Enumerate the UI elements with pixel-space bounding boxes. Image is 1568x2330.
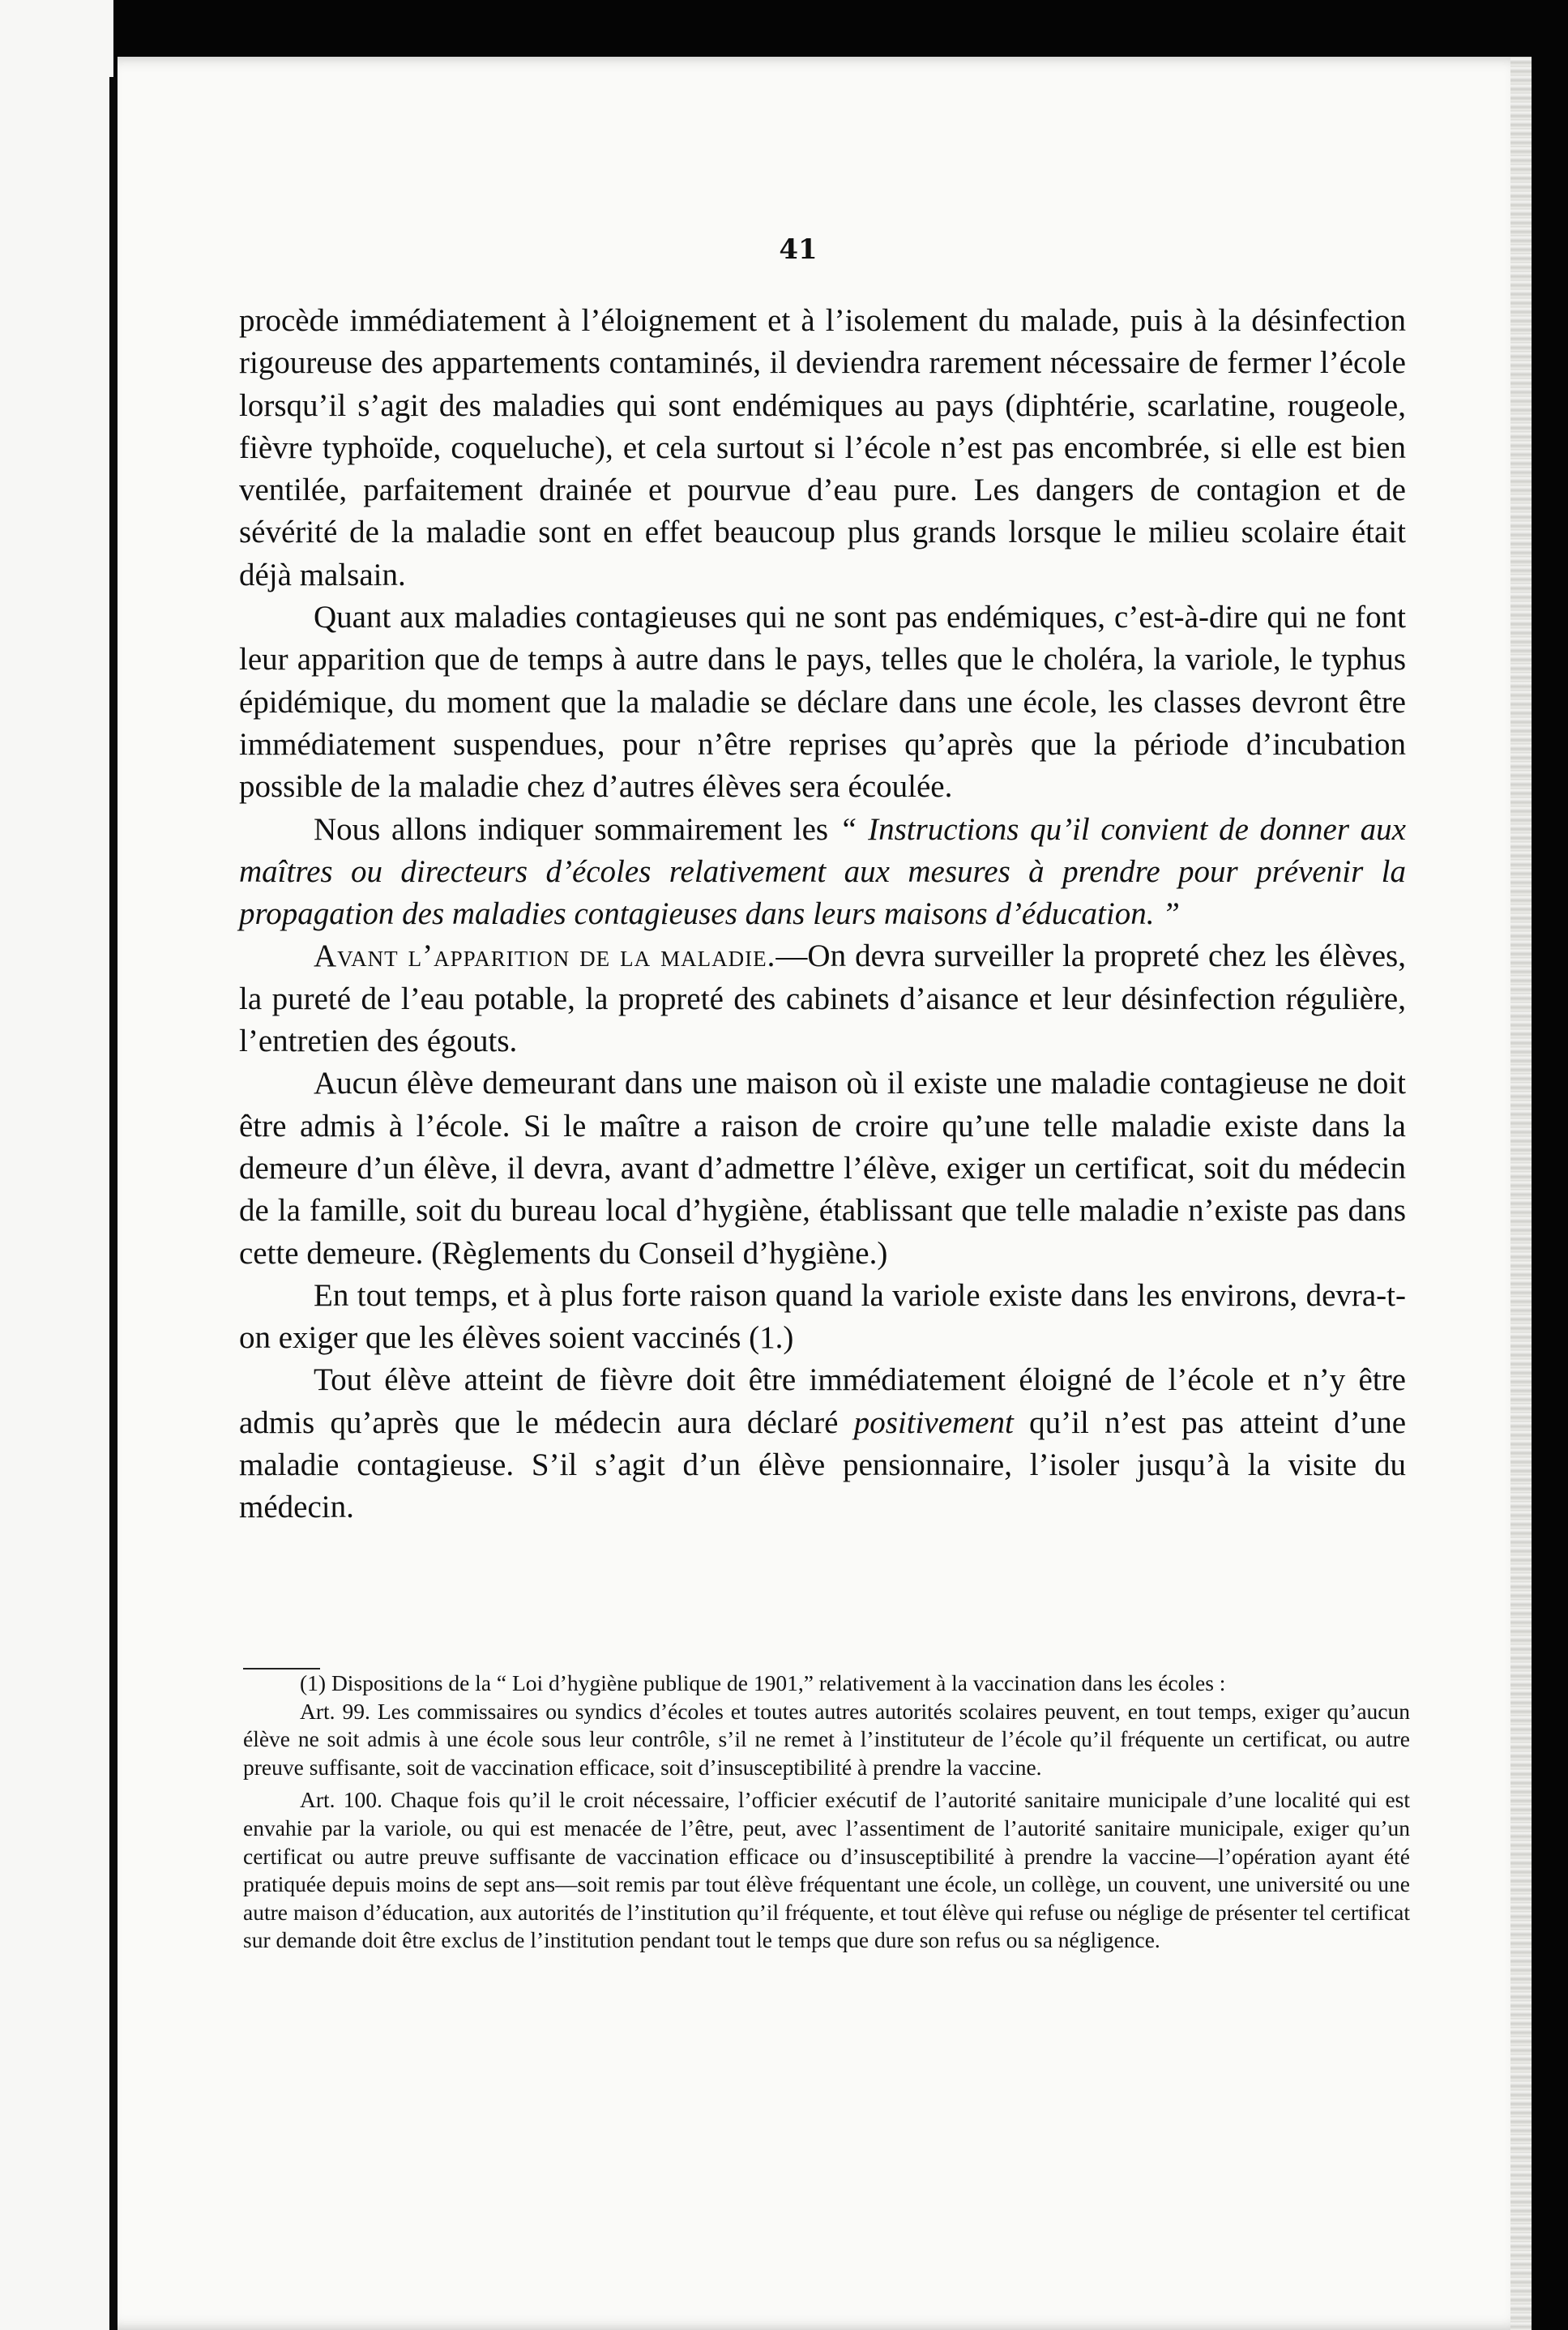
page-number: 41 [779, 233, 818, 266]
footnote-art-99: Art. 99. Les commissaires ou syndics d’écoles et toutes autres autorités scolaires peuvent, en tout temps, exiger qu’aucun élève ne soit admis à une école sous leur contrôle, s’il ne remet à l’instituteur de l’école qu’il fréquente un certificat, ou autre preuve suffisante, soit de vaccination efficace, soit d’insusceptibilité à prendre la vaccine. [243, 1698, 1410, 1780]
paragraph-1: procède immédiatement à l’éloignement et à l’isolement du malade, puis à la désinfection rigoureuse des appartements contaminés, il deviendra rarement nécessaire de fermer l’école lorsqu’il s’agit des maladies qui sont endémiques au pays (diphtérie, scarlatine, rougeole, fièvre typhoïde, coqueluche), et cela surtout si l’école n’est pas encombrée, si elle est bien ventilée, parfaitement drainée et pourvue d’eau pure. Les dangers de contagion et de sévérité de la maladie sont en effet beaucoup plus grands lorsque le milieu scolaire était déjà malsain. [239, 303, 1406, 592]
binding-shadow [109, 77, 116, 2330]
footnote-art-100: Art. 100. Chaque fois qu’il le croit nécessaire, l’officier exécutif de l’autorité sanitaire municipale d’une localité qui est envahie par la variole, ou qui est menacée de l’être, peut, avec l’assentiment de l’autorité sanitaire municipale, exiger qu’un certificat ou autre preuve suffisante de vaccination efficace ou d’insusceptibilité à prendre la vaccine—l’opération ayant été pratiquée depuis moins de sept ans—soit remis par tout élève fréquentant une école, un collège, un couvent, une université ou une autre maison d’éducation, aux autorités de l’institution qu’il fréquente, et tout élève qui refuse ou néglige de présenter tel certificat sur demande doit être exclus de l’institution pendant tout le temps que dure son refus ou sa négligence. [243, 1787, 1410, 1953]
paragraph-7 [239, 1359, 1406, 1528]
book-page [117, 57, 1532, 2330]
paragraph-2: Quant aux maladies contagieuses qui ne sont pas endémiques, c’est-à-dire qui ne font leur apparition que de temps à autre dans le pays, telles que le choléra, la variole, le typhus épidémique, du moment que la maladie se déclare dans une école, les classes devront être immédiatement suspendues, pour n’être reprises qu’après que la période d’incubation possible de la maladie chez d’autres élèves sera écoulée. [239, 600, 1406, 805]
footnotes [243, 1669, 1410, 1955]
paragraph-7-after: qu’il n’est pas atteint d’une maladie contagieuse. S’il s’agit d’un élève pensionnaire, l’isoler jusqu’à la visite du médecin. [239, 1404, 1407, 1525]
page-edge [1510, 57, 1532, 2330]
body-text [239, 300, 1406, 1529]
paragraph-7-emphasis: positivement [853, 1404, 1014, 1440]
instructions-quote: “ Instructions qu’il convient de donner aux maîtres ou directeurs d’écoles relativement aux mesures à prendre pour prévenir la propagation des maladies contagieuses dans leurs maisons d’éducation. ” [239, 811, 1406, 932]
paragraph-5: Aucun élève demeurant dans une maison où il existe une maladie contagieuse ne doit être admis à l’école. Si le maître a raison de croire qu’une telle maladie existe dans la demeure d’un élève, il devra, avant d’admettre l’élève, exiger un certificat, soit du médecin de la famille, soit du bureau local d’hygiène, établissant que telle maladie n’existe pas dans cette demeure. (Règlements du Conseil d’hygiène.) [239, 1066, 1406, 1271]
section-heading: Avant l’apparition de la maladie. [314, 938, 776, 974]
paragraph-4-text: —On devra surveiller la propreté chez les élèves, la pureté de l’eau potable, la propreté des cabinets d’aisance et leur désinfection régulière, l’entretien des égouts. [239, 938, 1406, 1059]
paragraph-6: En tout temps, et à plus forte raison quand la variole existe dans les environs, devra-t-on exiger que les élèves soient vaccinés (1.) [239, 1277, 1406, 1356]
paragraph-3-lead: Nous allons indiquer sommairement les [314, 811, 829, 847]
paragraph-7-before: Tout élève atteint de fièvre doit être immédiatement éloigné de l’école et n’y être admis qu’après que le médecin aura déclaré [239, 1362, 1406, 1440]
footnote-1: (1) Dispositions de la “ Loi d’hygiène publique de 1901,” relativement à la vaccination dans les écoles : [300, 1670, 1226, 1695]
left-margin [0, 0, 113, 2330]
paragraph-4 [239, 935, 1406, 1062]
paragraph-3 [239, 809, 1406, 936]
